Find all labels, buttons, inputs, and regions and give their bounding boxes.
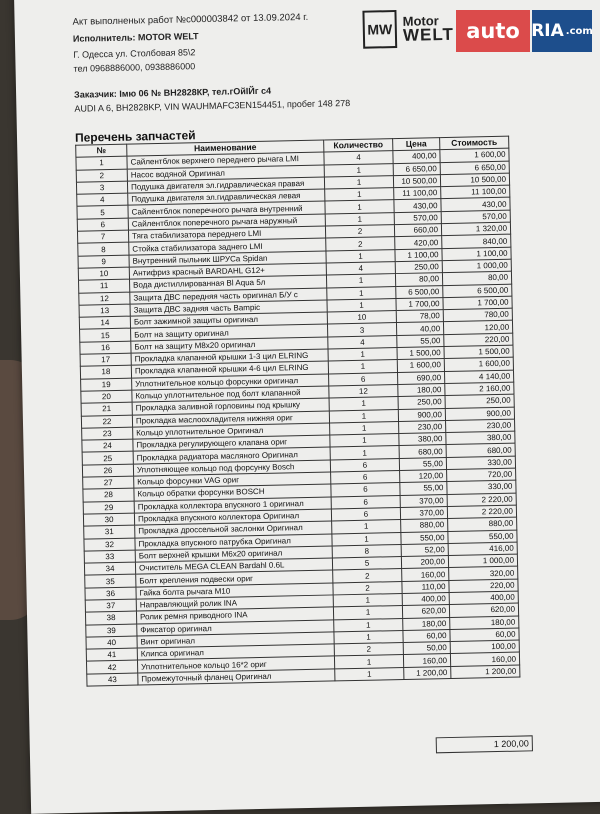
row-num: 21 [81, 402, 132, 415]
row-qty: 1 [333, 606, 402, 620]
row-sum: 6 500,00 [443, 284, 512, 298]
phones: тел 0968886000, 0938886000 [73, 61, 196, 74]
row-price: 550,00 [401, 531, 448, 544]
row-qty: 1 [327, 286, 396, 300]
row-name: Кольцо уплотнительное Оригинал [133, 423, 330, 439]
row-price: 78,00 [396, 310, 443, 323]
row-price: 180,00 [398, 384, 445, 397]
row-sum: 160,00 [450, 653, 519, 667]
row-qty: 2 [333, 581, 402, 595]
row-name: Прокладка маслоохладителя нижняя ориг [132, 411, 329, 427]
row-price: 1 600,00 [397, 359, 444, 372]
row-num: 12 [79, 292, 130, 305]
row-name: Кольцо уплотнительное под болт клапанной [132, 386, 329, 402]
row-sum: 120,00 [443, 321, 512, 335]
row-qty: 1 [325, 212, 394, 226]
row-sum: 2 220,00 [447, 493, 516, 507]
row-name: Сайлентблок поперечного рычага наружный [128, 214, 325, 230]
row-sum: 1 320,00 [441, 222, 510, 236]
row-price: 400,00 [393, 150, 440, 163]
row-name: Уплотнительное кольцо 16*2 ориг [137, 656, 334, 672]
row-name: Насос водяной Оригинал [127, 165, 324, 181]
executor: Исполнитель: MOTOR WELT [72, 31, 199, 44]
logo-line1: Motor [402, 13, 439, 29]
row-name: Направляющий ролик INA [136, 595, 333, 611]
row-price: 370,00 [400, 494, 447, 507]
row-name: Промежуточный фланец Оригинал [138, 669, 335, 685]
row-price: 1 100,00 [395, 248, 442, 261]
row-sum: 900,00 [445, 407, 514, 421]
row-qty: 8 [332, 544, 401, 558]
row-sum: 840,00 [442, 235, 511, 249]
row-name: Прокладка регулирующего клапана ориг [133, 435, 330, 451]
row-qty: 6 [329, 372, 398, 386]
row-qty: 1 [335, 667, 404, 681]
header-qty: Количество [324, 139, 393, 153]
row-price: 160,00 [402, 568, 449, 581]
row-num: 13 [79, 304, 130, 317]
row-sum: 230,00 [446, 419, 515, 433]
row-qty: 1 [334, 630, 403, 644]
row-num: 27 [83, 476, 134, 489]
row-price: 50,00 [403, 642, 450, 655]
row-num: 2 [76, 169, 127, 182]
row-num: 3 [76, 181, 127, 194]
header-sum: Стоимость [440, 136, 509, 150]
row-price: 400,00 [402, 593, 449, 606]
row-sum: 720,00 [447, 468, 516, 482]
row-name: Сайлентблок верхнего переднего рычага LMI [127, 152, 324, 168]
row-num: 35 [85, 574, 136, 587]
header-num: № [76, 144, 127, 157]
row-name: Защита ДВС задняя часть Bampic [130, 300, 327, 316]
row-price: 120,00 [400, 470, 447, 483]
row-qty: 1 [330, 434, 399, 448]
row-num: 37 [85, 599, 136, 612]
row-price: 690,00 [398, 371, 445, 384]
row-sum: 400,00 [449, 591, 518, 605]
row-num: 10 [78, 267, 129, 280]
row-num: 40 [86, 636, 137, 649]
row-num: 15 [80, 329, 131, 342]
row-num: 41 [86, 648, 137, 661]
row-num: 1 [76, 156, 127, 169]
row-sum: 1 600,00 [440, 148, 509, 162]
row-num: 6 [77, 218, 128, 231]
row-qty: 1 [328, 348, 397, 362]
row-price: 11 100,00 [394, 187, 441, 200]
row-name: Гайка болта рычага M10 [136, 583, 333, 599]
row-num: 32 [84, 538, 135, 551]
row-sum: 880,00 [448, 517, 517, 531]
row-qty: 1 [330, 421, 399, 435]
row-price: 380,00 [399, 433, 446, 446]
row-qty: 1 [326, 249, 395, 263]
row-name: Стойка стабилизатора заднего LMI [129, 238, 326, 254]
row-num: 43 [87, 673, 138, 686]
row-sum: 1 000,00 [442, 259, 511, 273]
row-sum: 11 100,00 [441, 185, 510, 199]
row-price: 40,00 [396, 322, 443, 335]
row-sum: 10 500,00 [440, 173, 509, 187]
row-qty: 1 [324, 175, 393, 189]
row-name: Уплотнительное кольцо форсунки оригинал [132, 374, 329, 390]
row-name: Подушка двигателя эл.гидравлическая правая [127, 177, 324, 193]
row-name: Прокладка впускного патрубка Оригинал [135, 533, 332, 549]
row-sum: 430,00 [441, 198, 510, 212]
row-price: 1 200,00 [404, 666, 451, 679]
row-num: 22 [81, 415, 132, 428]
row-sum: 680,00 [446, 444, 515, 458]
row-qty: 5 [332, 557, 401, 571]
row-num: 9 [78, 255, 129, 268]
row-qty: 2 [325, 225, 394, 239]
row-sum: 380,00 [446, 431, 515, 445]
row-name: Антифриз красный BARDAHL G12+ [129, 263, 326, 279]
row-price: 110,00 [402, 580, 449, 593]
header-price: Цена [393, 138, 440, 151]
row-num: 4 [77, 193, 128, 206]
motor-welt-logo [362, 9, 454, 49]
row-sum: 1 000,00 [448, 554, 517, 568]
row-qty: 6 [331, 495, 400, 509]
row-name: Прокладка дроссельной заслонки Оригинал [135, 521, 332, 537]
row-qty: 1 [329, 397, 398, 411]
row-num: 42 [86, 661, 137, 674]
row-num: 14 [79, 316, 130, 329]
row-qty: 1 [328, 360, 397, 374]
row-name: Сайлентблок поперечного рычага внутренний [128, 202, 325, 218]
row-qty: 1 [327, 298, 396, 312]
row-num: 8 [78, 243, 129, 256]
row-name: Болт на защиту M8x20 оригинал [131, 337, 328, 353]
row-sum: 1 500,00 [444, 345, 513, 359]
row-price: 420,00 [395, 236, 442, 249]
row-num: 17 [80, 353, 131, 366]
row-name: Тяга стабилизатора переднего LMI [128, 226, 325, 242]
row-sum: 6 650,00 [440, 161, 509, 175]
row-qty: 1 [333, 593, 402, 607]
row-sum: 1 100,00 [442, 247, 511, 261]
row-name: Подушка двигателя эл.гидравлическая левая [128, 189, 325, 205]
row-sum: 180,00 [450, 616, 519, 630]
row-name: Прокладка коллектора впускного 1 оригинал [134, 497, 331, 513]
row-price: 60,00 [403, 629, 450, 642]
row-sum: 330,00 [446, 456, 515, 470]
customer: Заказчик: Імю 06 № ВН2828КР, тел.гОйІЙг с4 [74, 85, 272, 100]
row-name: Прокладка заливной горловины под крышку [132, 398, 329, 414]
parts-table [75, 136, 520, 687]
row-qty: 4 [328, 335, 397, 349]
row-num: 36 [85, 587, 136, 600]
row-qty: 4 [326, 262, 395, 276]
header-name: Наименование [127, 140, 324, 156]
row-price: 250,00 [395, 261, 442, 274]
act-title: Акт выполненых работ №с000003842 от 13.09.2024 г. [72, 11, 309, 28]
row-sum: 570,00 [441, 210, 510, 224]
row-num: 7 [77, 230, 128, 243]
row-qty: 1 [325, 200, 394, 214]
row-price: 620,00 [402, 605, 449, 618]
invoice-paper [14, 0, 600, 814]
row-name: Прокладка радиатора масляного Оригинал [133, 447, 330, 463]
row-qty: 1 [334, 655, 403, 669]
row-price: 1 700,00 [396, 297, 443, 310]
row-name: Винт оригинал [137, 632, 334, 648]
row-qty: 1 [330, 446, 399, 460]
row-sum: 1 600,00 [444, 357, 513, 371]
row-num: 23 [82, 427, 133, 440]
auto-ria-watermark-auto: auto [456, 10, 530, 52]
row-num: 34 [84, 562, 135, 575]
row-name: Болт верхней крышки M6x20 оригинал [135, 546, 332, 562]
row-sum: 100,00 [450, 640, 519, 654]
row-num: 19 [81, 378, 132, 391]
row-qty: 1 [326, 274, 395, 288]
row-qty: 1 [324, 163, 393, 177]
row-price: 570,00 [394, 211, 441, 224]
row-qty: 3 [327, 323, 396, 337]
row-num: 31 [84, 525, 135, 538]
row-sum: 780,00 [443, 308, 512, 322]
row-price: 6 650,00 [393, 162, 440, 175]
row-sum: 620,00 [449, 603, 518, 617]
row-name: Прокладка клапанной крышки 4-6 цил ELRING [131, 361, 328, 377]
row-num: 25 [82, 452, 133, 465]
row-sum: 80,00 [442, 271, 511, 285]
row-qty: 6 [331, 507, 400, 521]
row-name: Клипса оригинал [137, 644, 334, 660]
row-price: 55,00 [400, 482, 447, 495]
row-price: 55,00 [397, 334, 444, 347]
row-price: 370,00 [400, 506, 447, 519]
row-price: 1 500,00 [397, 347, 444, 360]
row-num: 11 [79, 279, 130, 292]
row-num: 18 [80, 365, 131, 378]
row-price: 160,00 [403, 654, 450, 667]
row-num: 20 [81, 390, 132, 403]
row-qty: 1 [334, 618, 403, 632]
row-sum: 320,00 [449, 566, 518, 580]
row-price: 52,00 [401, 543, 448, 556]
row-name: Очиститель MEGA CLEAN Bardahl 0.6L [135, 558, 332, 574]
row-name: Вода дистиллированная Bl Aqua 5л [130, 275, 327, 291]
row-name: Болт крепления подвески ориг [136, 570, 333, 586]
row-qty: 1 [329, 409, 398, 423]
row-price: 6 500,00 [396, 285, 443, 298]
row-name: Прокладка впускного коллектора Оригинал [134, 509, 331, 525]
row-num: 26 [82, 464, 133, 477]
row-num: 29 [83, 501, 134, 514]
row-price: 180,00 [403, 617, 450, 630]
row-sum: 2 160,00 [445, 382, 514, 396]
row-name: Уплотняющее кольцо под форсунку Bosch [133, 460, 330, 476]
row-num: 38 [85, 611, 136, 624]
row-qty: 4 [324, 151, 393, 165]
row-sum: 1 700,00 [443, 296, 512, 310]
row-qty: 2 [333, 569, 402, 583]
row-name: Внутренний пыльник ШРУСа Spidan [129, 251, 326, 267]
total-sum: 1 200,00 [436, 735, 533, 753]
address: Г. Одесса ул. Столбовая 85\2 [73, 47, 196, 60]
row-price: 55,00 [399, 457, 446, 470]
row-price: 80,00 [395, 273, 442, 286]
row-name: Ролик ремня приводного INA [136, 607, 333, 623]
row-qty: 6 [331, 471, 400, 485]
row-price: 680,00 [399, 445, 446, 458]
row-name: Фиксатор оригинал [137, 620, 334, 636]
row-num: 39 [86, 624, 137, 637]
row-price: 200,00 [401, 556, 448, 569]
row-price: 430,00 [394, 199, 441, 212]
row-sum: 1 200,00 [451, 665, 520, 679]
row-name: Прокладка клапанной крышки 1-3 цил ELRING [131, 349, 328, 365]
row-num: 5 [77, 206, 128, 219]
row-name: Кольцо форсунки VAG ориг [134, 472, 331, 488]
row-num: 24 [82, 439, 133, 452]
car-info: AUDI A 6, BH2828KP, VIN WAUHMAFC3EN154451, пробег 148 278 [74, 97, 351, 114]
row-qty: 1 [332, 520, 401, 534]
row-sum: 60,00 [450, 628, 519, 642]
row-num: 16 [80, 341, 131, 354]
row-sum: 550,00 [448, 530, 517, 544]
auto-ria-watermark-ria: RIA .com [532, 10, 592, 52]
row-price: 900,00 [398, 408, 445, 421]
row-qty: 6 [331, 483, 400, 497]
row-qty: 1 [332, 532, 401, 546]
row-name: Защита ДВС передняя часть оригинал Б/У с [130, 288, 327, 304]
row-price: 660,00 [394, 224, 441, 237]
row-qty: 12 [329, 384, 398, 398]
table-title: Перечень запчастей [74, 128, 196, 145]
row-sum: 330,00 [447, 480, 516, 494]
row-sum: 416,00 [448, 542, 517, 556]
row-qty: 6 [330, 458, 399, 472]
row-sum: 220,00 [449, 579, 518, 593]
row-price: 10 500,00 [393, 175, 440, 188]
row-qty: 10 [327, 311, 396, 325]
row-sum: 4 140,00 [444, 370, 513, 384]
row-qty: 2 [326, 237, 395, 251]
row-num: 30 [83, 513, 134, 526]
row-sum: 2 220,00 [447, 505, 516, 519]
logo-line2: WELT [402, 24, 455, 45]
row-num: 33 [84, 550, 135, 563]
row-price: 880,00 [401, 519, 448, 532]
row-price: 230,00 [399, 420, 446, 433]
row-name: Болт на защиту оригинал [131, 324, 328, 340]
row-sum: 250,00 [445, 394, 514, 408]
row-sum: 220,00 [444, 333, 513, 347]
row-name: Болт зажимной защиты оригинал [130, 312, 327, 328]
row-num: 28 [83, 488, 134, 501]
row-qty: 2 [334, 643, 403, 657]
logo-mark: MW [362, 10, 397, 49]
row-price: 250,00 [398, 396, 445, 409]
row-qty: 1 [325, 188, 394, 202]
row-name: Кольцо обратки форсунки BOSCH [134, 484, 331, 500]
